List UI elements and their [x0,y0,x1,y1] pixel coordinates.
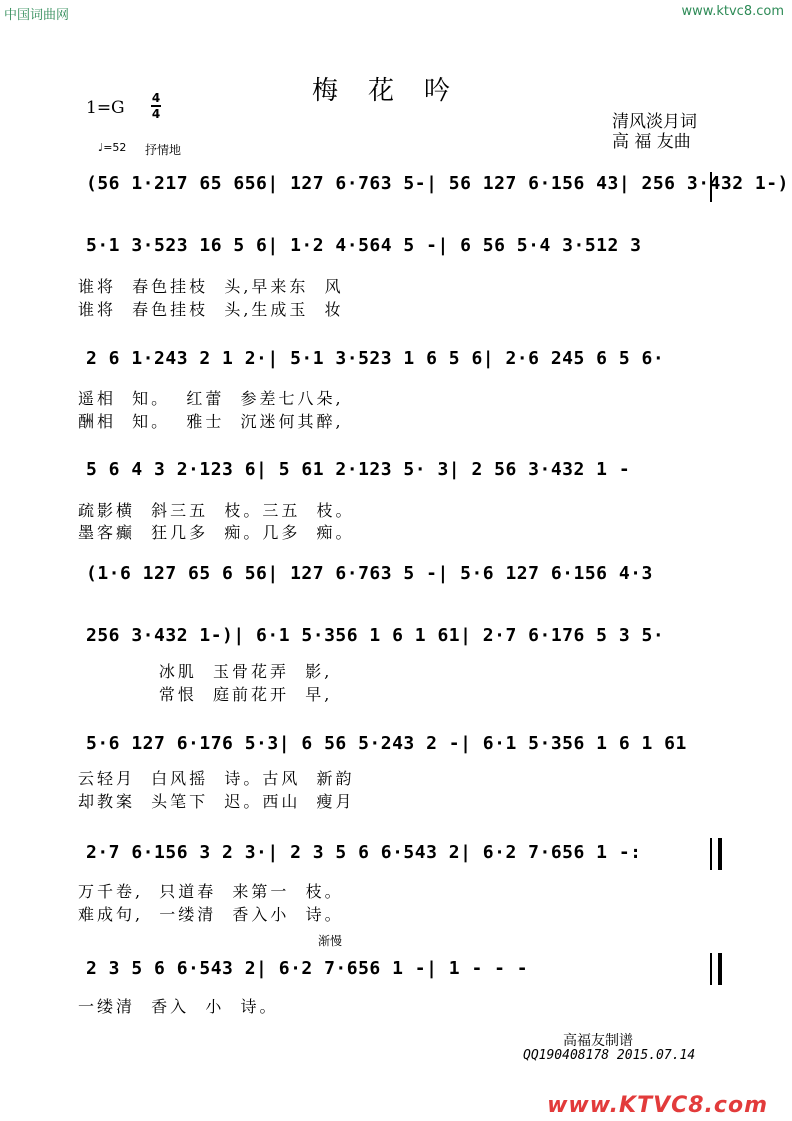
song-title: 梅花吟 [311,76,480,106]
lyrics-row-8-verse-1: 万千卷, 只道春 来第一 枝。 [78,882,344,901]
time-signature-top: 4 [151,91,161,105]
score-row-6: 256 3·432 1-)| 6·1 5·356 1 6 1 61| 2·7 6·176 5 3 5· [86,625,665,646]
lyrics-row-7-verse-1: 云轻月 白风摇 诗。古风 新韵 [78,769,355,788]
credits [612,112,697,152]
time-signature [151,92,161,120]
lyricist: 清风淡月词 [612,112,697,132]
score-row-9: 2 3 5 6 6·543 2| 6·2 7·656 1 -| 1 - - - [86,958,529,979]
final-barline [710,953,722,985]
score-row-8: 2·7 6·156 3 2 3·| 2 3 5 6 6·543 2| 6·2 7·656 1 -: [86,842,642,863]
arranger-credit: 高福友制谱 [563,1033,633,1049]
barline [710,172,718,202]
lyrics-row-4-verse-1: 疏影横 斜三五 枝。三五 枝。 [78,501,355,520]
lyrics-row-3-verse-2: 酬相 知。 雅士 沉迷何其醉, [78,412,344,431]
site-logo: www.KTVC8.com [547,1093,768,1118]
lyrics-row-9: 一缕清 香入 小 诗。 [78,997,279,1016]
lyrics-row-2-verse-2: 谁将 春色挂枝 头,生成玉 妆 [78,300,344,319]
lyrics-row-7-verse-2: 却教案 头笔下 迟。西山 瘦月 [78,792,355,811]
tempo-marking: ♩=52 [98,141,127,154]
site-watermark-right: www.ktvc8.com [681,4,784,19]
tempo-change-marking: 渐慢 [318,934,343,948]
score-row-3: 2 6 1·243 2 1 2·| 5·1 3·523 1 6 5 6| 2·6 245 6 5 6· [86,348,665,369]
score-row-4: 5 6 4 3 2·123 6| 5 61 2·123 5· 3| 2 56 3·432 1 - [86,459,631,480]
site-watermark-left: 中国词曲网 [4,8,70,23]
score-row-7: 5·6 127 6·176 5·3| 6 56 5·243 2 -| 6·1 5·356 1 6 1 61 [86,733,687,754]
contact-date: QQ190408178 2015.07.14 [523,1048,696,1063]
time-signature-bottom: 4 [151,107,161,121]
composer: 高 福 友曲 [612,132,691,152]
score-row-2: 5·1 3·523 16 5 6| 1·2 4·564 5 -| 6 56 5·4 3·512 3 [86,235,642,256]
score-row-5: (1·6 127 65 6 56| 127 6·763 5 -| 5·6 127 6·156 4·3 [86,563,653,584]
lyrics-row-2-verse-1: 谁将 春色挂枝 头,早来东 风 [78,277,344,296]
lyrics-row-3-verse-1: 遥相 知。 红蕾 参差七八朵, [78,389,344,408]
lyrics-row-8-verse-2: 难成句, 一缕清 香入小 诗。 [78,905,344,924]
lyrics-row-6-verse-1: 冰肌 玉骨花弄 影, [78,662,333,681]
lyrics-row-6-verse-2: 常恨 庭前花开 早, [78,685,333,704]
expression-marking: 抒情地 [145,143,182,157]
repeat-end-barline [710,838,722,870]
score-row-1: (56 1·217 65 656| 127 6·763 5-| 56 127 6·156 43| 256 3·432 1-) [86,173,789,194]
key-signature: 1=G [86,98,125,118]
lyrics-row-4-verse-2: 墨客癫 狂几多 痴。几多 痴。 [78,523,355,542]
